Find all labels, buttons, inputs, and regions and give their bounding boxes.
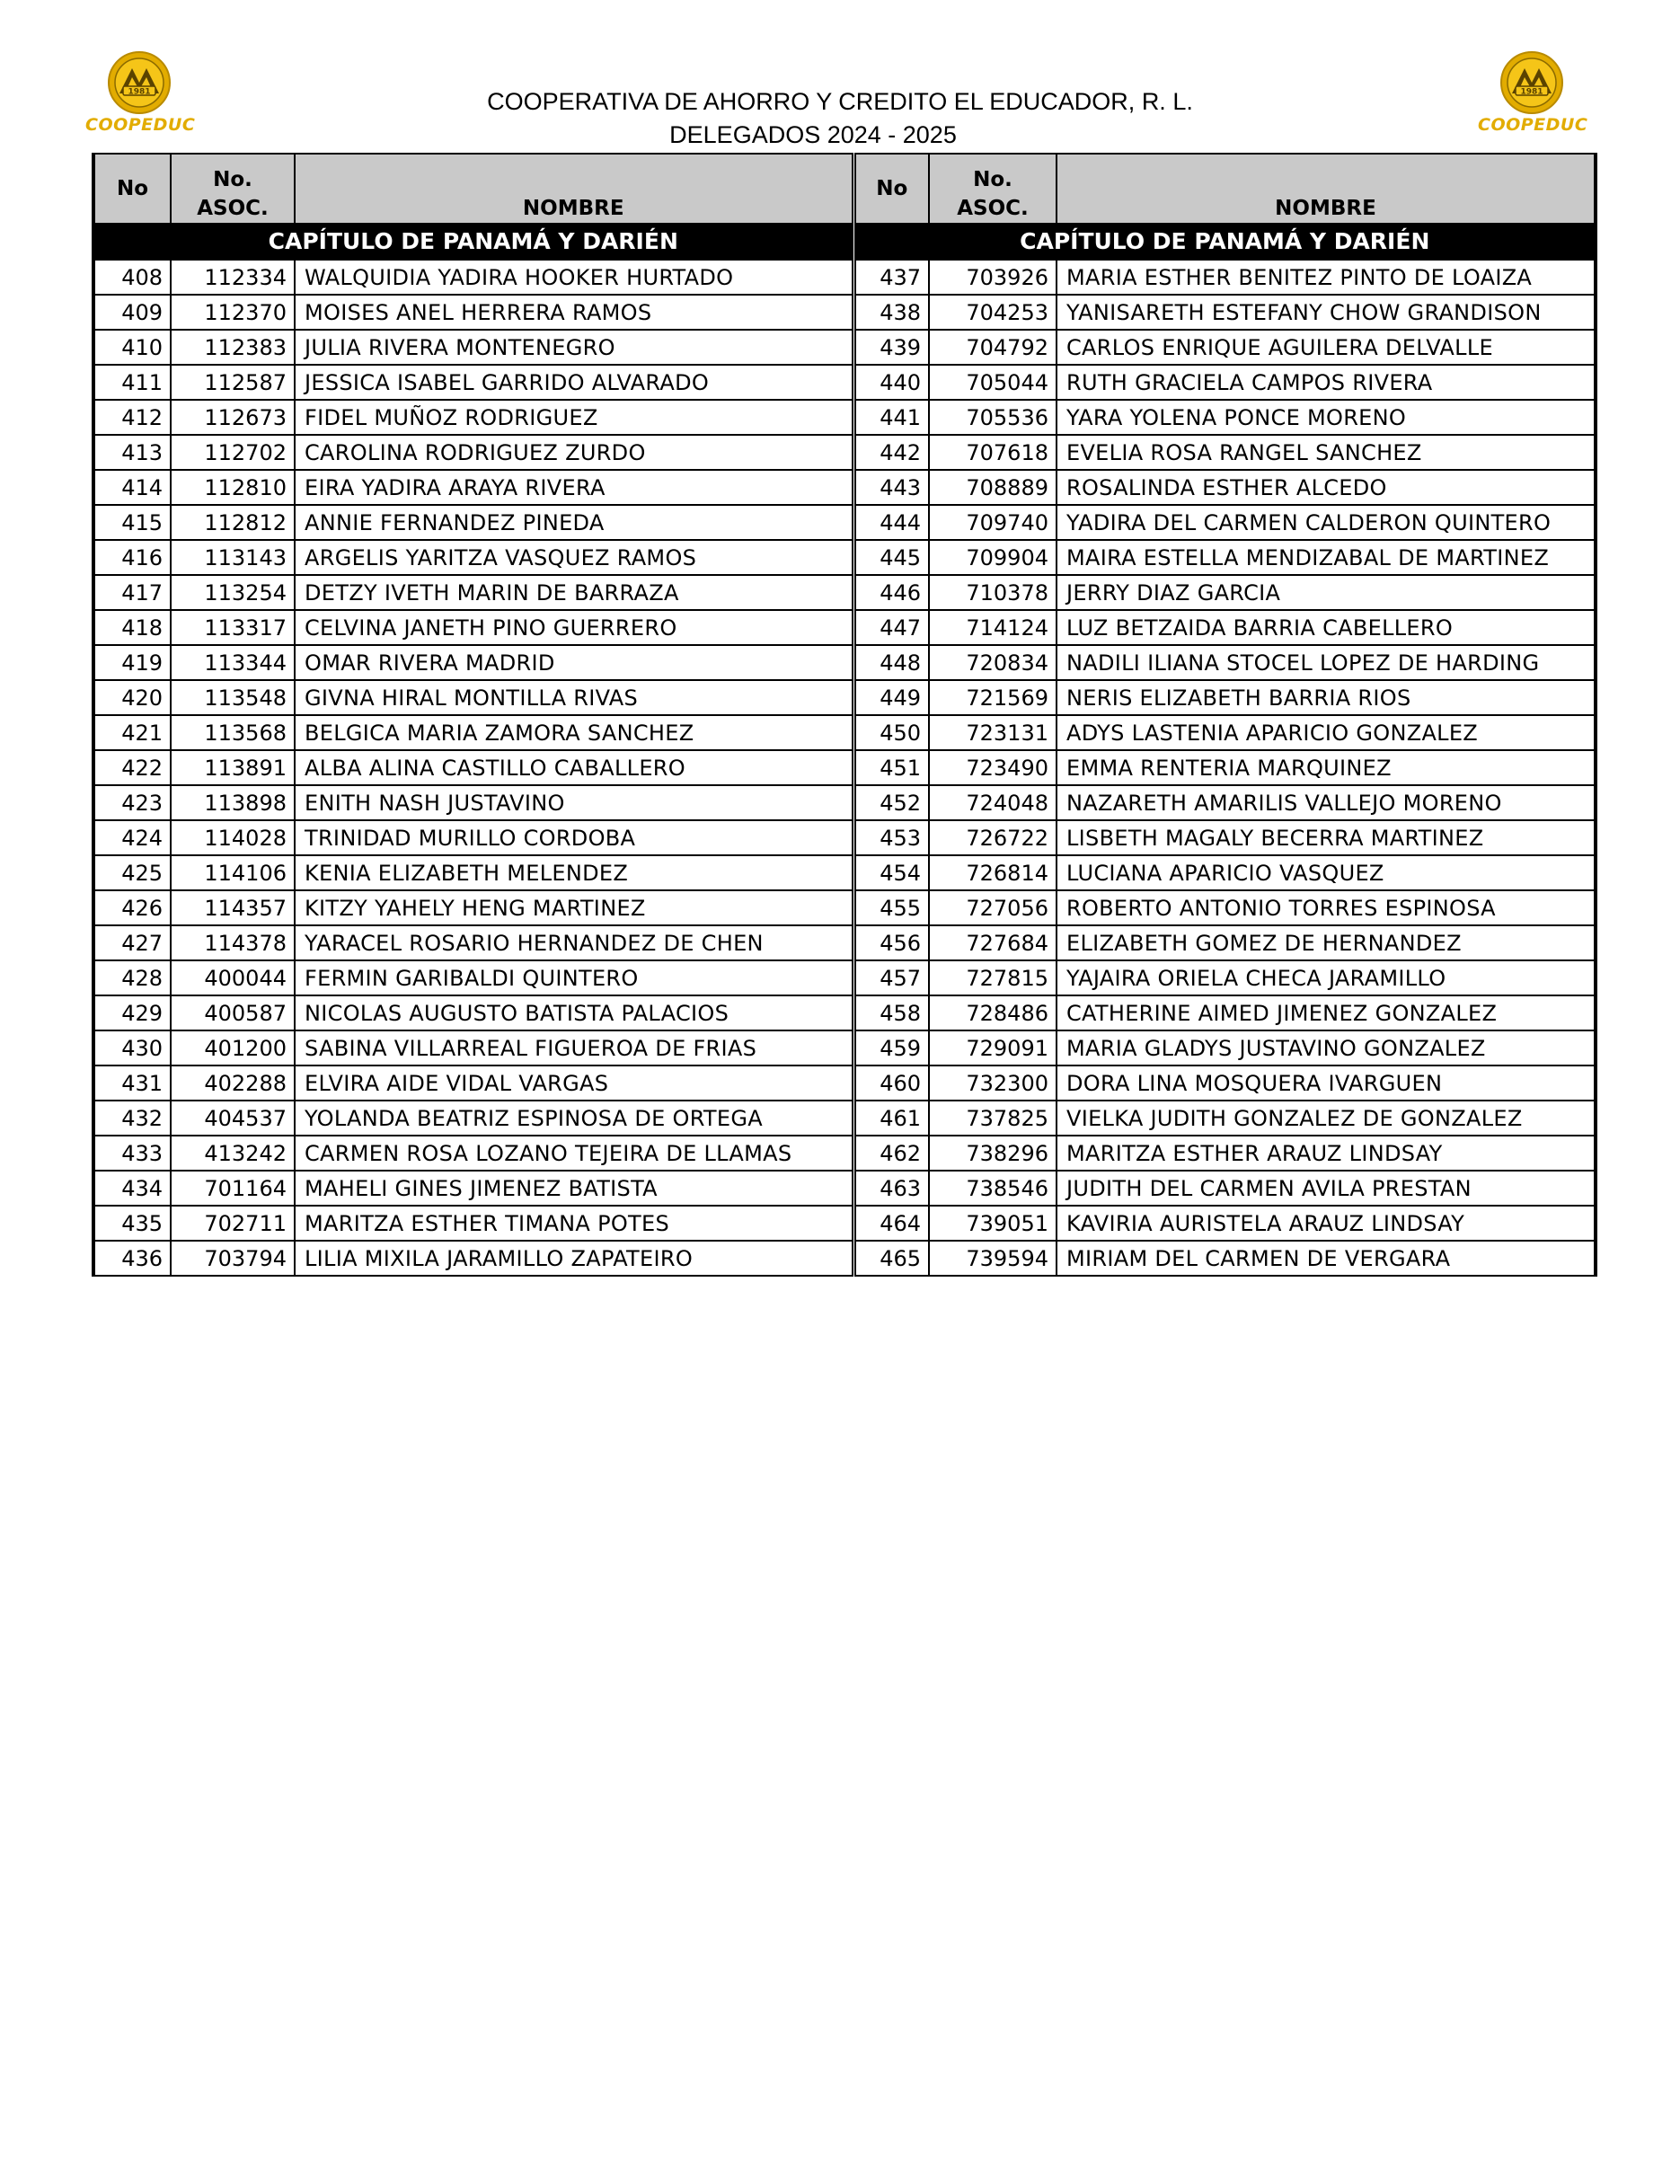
delegate-asoc: 704792 (929, 330, 1057, 365)
delegate-asoc: 727815 (929, 960, 1057, 995)
delegate-asoc: 726814 (929, 855, 1057, 890)
delegate-asoc: 726722 (929, 820, 1057, 855)
delegate-asoc: 112702 (171, 435, 295, 470)
delegate-no: 439 (853, 330, 929, 365)
delegate-no: 416 (93, 540, 171, 575)
table-row (93, 715, 1596, 750)
delegate-asoc: 400587 (171, 995, 295, 1030)
delegate-name: DETZY IVETH MARIN DE BARRAZA (295, 575, 853, 610)
delegate-asoc: 710378 (929, 575, 1057, 610)
delegate-name: NADILI ILIANA STOCEL LOPEZ DE HARDING (1057, 645, 1596, 680)
delegate-no: 408 (93, 260, 171, 295)
delegate-name: LISBETH MAGALY BECERRA MARTINEZ (1057, 820, 1596, 855)
table-row (93, 1241, 1596, 1276)
table-row (93, 575, 1596, 610)
delegate-asoc: 703794 (171, 1241, 295, 1276)
table-row (93, 330, 1596, 365)
delegate-no: 460 (853, 1065, 929, 1101)
delegate-no: 456 (853, 925, 929, 960)
delegate-asoc: 113898 (171, 785, 295, 820)
svg-text:1981: 1981 (1520, 87, 1543, 97)
delegate-asoc: 112810 (171, 470, 295, 505)
table-row (93, 295, 1596, 330)
delegate-name: EIRA YADIRA ARAYA RIVERA (295, 470, 853, 505)
delegate-asoc: 720834 (929, 645, 1057, 680)
delegate-asoc: 707618 (929, 435, 1057, 470)
delegate-asoc: 732300 (929, 1065, 1057, 1101)
delegate-asoc: 113568 (171, 715, 295, 750)
delegate-name: YADIRA DEL CARMEN CALDERON QUINTERO (1057, 505, 1596, 540)
delegate-asoc: 705044 (929, 365, 1057, 400)
logo-text: COOPEDUC (1478, 115, 1588, 135)
delegate-asoc: 113143 (171, 540, 295, 575)
delegate-no: 428 (93, 960, 171, 995)
table-row (93, 610, 1596, 645)
delegate-asoc: 709904 (929, 540, 1057, 575)
delegate-name: LUZ BETZAIDA BARRIA CABELLERO (1057, 610, 1596, 645)
delegate-name: ANNIE FERNANDEZ PINEDA (295, 505, 853, 540)
delegate-no: 465 (853, 1241, 929, 1276)
table-row (93, 470, 1596, 505)
delegate-name: ALBA ALINA CASTILLO CABALLERO (295, 750, 853, 785)
chapter-label: CAPÍTULO DE PANAMÁ Y DARIÉN (93, 224, 853, 260)
delegate-no: 432 (93, 1101, 171, 1136)
delegate-asoc: 400044 (171, 960, 295, 995)
delegate-no: 424 (93, 820, 171, 855)
delegate-name: NAZARETH AMARILIS VALLEJO MORENO (1057, 785, 1596, 820)
col-header-asoc-line1: No. (213, 168, 252, 191)
delegate-asoc: 723490 (929, 750, 1057, 785)
delegate-no: 430 (93, 1030, 171, 1065)
table-row (93, 435, 1596, 470)
delegate-asoc: 714124 (929, 610, 1057, 645)
delegate-asoc: 721569 (929, 680, 1057, 715)
document-title: COOPERATIVA DE AHORRO Y CREDITO EL EDUCADOR, R. L. (487, 88, 1193, 115)
delegate-name: YOLANDA BEATRIZ ESPINOSA DE ORTEGA (295, 1101, 853, 1136)
delegate-name: MOISES ANEL HERRERA RAMOS (295, 295, 853, 330)
delegate-no: 440 (853, 365, 929, 400)
delegate-name: ENITH NASH JUSTAVINO (295, 785, 853, 820)
col-header-no: No (93, 154, 171, 224)
table-row (93, 925, 1596, 960)
chapter-row (93, 224, 1596, 260)
delegate-no: 417 (93, 575, 171, 610)
delegate-asoc: 413242 (171, 1136, 295, 1171)
delegate-name: MARIA ESTHER BENITEZ PINTO DE LOAIZA (1057, 260, 1596, 295)
delegate-no: 414 (93, 470, 171, 505)
delegate-no: 461 (853, 1101, 929, 1136)
table-row (93, 1065, 1596, 1101)
delegate-no: 427 (93, 925, 171, 960)
col-header-asoc-line2: ASOC. (957, 197, 1029, 220)
delegate-name: WALQUIDIA YADIRA HOOKER HURTADO (295, 260, 853, 295)
delegate-name: MARITZA ESTHER ARAUZ LINDSAY (1057, 1136, 1596, 1171)
delegate-name: RUTH GRACIELA CAMPOS RIVERA (1057, 365, 1596, 400)
delegate-no: 449 (853, 680, 929, 715)
delegate-asoc: 724048 (929, 785, 1057, 820)
delegate-no: 425 (93, 855, 171, 890)
delegate-asoc: 114106 (171, 855, 295, 890)
delegate-no: 441 (853, 400, 929, 435)
delegate-name: NICOLAS AUGUSTO BATISTA PALACIOS (295, 995, 853, 1030)
delegate-asoc: 737825 (929, 1101, 1057, 1136)
delegate-name: CARLOS ENRIQUE AGUILERA DELVALLE (1057, 330, 1596, 365)
delegate-name: MAHELI GINES JIMENEZ BATISTA (295, 1171, 853, 1206)
col-header-asoc (929, 154, 1057, 224)
table-row (93, 995, 1596, 1030)
delegates-table-wrap (92, 153, 1594, 1277)
delegate-name: EMMA RENTERIA MARQUINEZ (1057, 750, 1596, 785)
table-row (93, 680, 1596, 715)
table-row (93, 1171, 1596, 1206)
delegate-asoc: 402288 (171, 1065, 295, 1101)
delegate-no: 433 (93, 1136, 171, 1171)
delegate-asoc: 112587 (171, 365, 295, 400)
delegate-no: 418 (93, 610, 171, 645)
delegate-name: TRINIDAD MURILLO CORDOBA (295, 820, 853, 855)
delegate-no: 431 (93, 1065, 171, 1101)
delegate-name: JERRY DIAZ GARCIA (1057, 575, 1596, 610)
delegate-name: DORA LINA MOSQUERA IVARGUEN (1057, 1065, 1596, 1101)
delegate-asoc: 705536 (929, 400, 1057, 435)
delegate-name: CATHERINE AIMED JIMENEZ GONZALEZ (1057, 995, 1596, 1030)
delegate-asoc: 112383 (171, 330, 295, 365)
table-row (93, 505, 1596, 540)
delegate-no: 413 (93, 435, 171, 470)
delegate-asoc: 114357 (171, 890, 295, 925)
delegate-name: ELVIRA AIDE VIDAL VARGAS (295, 1065, 853, 1101)
delegate-asoc: 113254 (171, 575, 295, 610)
delegate-name: JULIA RIVERA MONTENEGRO (295, 330, 853, 365)
delegate-name: ROSALINDA ESTHER ALCEDO (1057, 470, 1596, 505)
delegate-no: 448 (853, 645, 929, 680)
delegate-asoc: 723131 (929, 715, 1057, 750)
table-row (93, 785, 1596, 820)
delegate-no: 435 (93, 1206, 171, 1241)
col-header-no: No (853, 154, 929, 224)
table-row (93, 365, 1596, 400)
delegate-asoc: 113317 (171, 610, 295, 645)
delegate-asoc: 701164 (171, 1171, 295, 1206)
col-header-asoc-line2: ASOC. (197, 197, 269, 220)
delegate-name: ARGELIS YARITZA VASQUEZ RAMOS (295, 540, 853, 575)
delegate-no: 420 (93, 680, 171, 715)
delegate-asoc: 404537 (171, 1101, 295, 1136)
delegate-no: 444 (853, 505, 929, 540)
delegate-asoc: 113548 (171, 680, 295, 715)
delegate-asoc: 112334 (171, 260, 295, 295)
table-row (93, 540, 1596, 575)
delegate-asoc: 738546 (929, 1171, 1057, 1206)
delegate-no: 452 (853, 785, 929, 820)
delegates-table (92, 153, 1597, 1277)
delegate-no: 421 (93, 715, 171, 750)
delegate-no: 455 (853, 890, 929, 925)
table-header-row (93, 154, 1596, 224)
delegate-asoc: 739051 (929, 1206, 1057, 1241)
delegate-name: MAIRA ESTELLA MENDIZABAL DE MARTINEZ (1057, 540, 1596, 575)
delegate-name: CAROLINA RODRIGUEZ ZURDO (295, 435, 853, 470)
delegate-no: 445 (853, 540, 929, 575)
delegate-no: 438 (853, 295, 929, 330)
delegate-asoc: 727684 (929, 925, 1057, 960)
delegate-asoc: 702711 (171, 1206, 295, 1241)
delegate-name: LILIA MIXILA JARAMILLO ZAPATEIRO (295, 1241, 853, 1276)
delegate-no: 412 (93, 400, 171, 435)
delegate-no: 458 (853, 995, 929, 1030)
delegate-asoc: 113891 (171, 750, 295, 785)
delegate-name: FERMIN GARIBALDI QUINTERO (295, 960, 853, 995)
delegate-name: KENIA ELIZABETH MELENDEZ (295, 855, 853, 890)
delegate-no: 462 (853, 1136, 929, 1171)
delegate-asoc: 704253 (929, 295, 1057, 330)
table-row (93, 645, 1596, 680)
delegate-name: ROBERTO ANTONIO TORRES ESPINOSA (1057, 890, 1596, 925)
delegate-name: JESSICA ISABEL GARRIDO ALVARADO (295, 365, 853, 400)
table-row (93, 820, 1596, 855)
table-row (93, 960, 1596, 995)
delegate-name: MARIA GLADYS JUSTAVINO GONZALEZ (1057, 1030, 1596, 1065)
delegate-name: ELIZABETH GOMEZ DE HERNANDEZ (1057, 925, 1596, 960)
delegate-name: KAVIRIA AURISTELA ARAUZ LINDSAY (1057, 1206, 1596, 1241)
delegate-asoc: 112370 (171, 295, 295, 330)
delegate-name: GIVNA HIRAL MONTILLA RIVAS (295, 680, 853, 715)
delegate-no: 453 (853, 820, 929, 855)
delegate-name: EVELIA ROSA RANGEL SANCHEZ (1057, 435, 1596, 470)
delegate-name: YARA YOLENA PONCE MORENO (1057, 400, 1596, 435)
col-header-asoc (171, 154, 295, 224)
delegate-name: NERIS ELIZABETH BARRIA RIOS (1057, 680, 1596, 715)
delegate-asoc: 728486 (929, 995, 1057, 1030)
delegate-no: 411 (93, 365, 171, 400)
delegate-no: 415 (93, 505, 171, 540)
delegate-asoc: 113344 (171, 645, 295, 680)
delegate-no: 419 (93, 645, 171, 680)
delegate-name: MARITZA ESTHER TIMANA POTES (295, 1206, 853, 1241)
delegate-name: MIRIAM DEL CARMEN DE VERGARA (1057, 1241, 1596, 1276)
delegate-asoc: 703926 (929, 260, 1057, 295)
delegate-no: 429 (93, 995, 171, 1030)
delegate-no: 463 (853, 1171, 929, 1206)
delegate-asoc: 727056 (929, 890, 1057, 925)
delegate-name: CARMEN ROSA LOZANO TEJEIRA DE LLAMAS (295, 1136, 853, 1171)
table-row (93, 855, 1596, 890)
delegate-asoc: 709740 (929, 505, 1057, 540)
delegate-name: JUDITH DEL CARMEN AVILA PRESTAN (1057, 1171, 1596, 1206)
svg-text:1981: 1981 (128, 87, 151, 97)
delegate-asoc: 729091 (929, 1030, 1057, 1065)
delegate-no: 450 (853, 715, 929, 750)
delegate-name: YAJAIRA ORIELA CHECA JARAMILLO (1057, 960, 1596, 995)
delegate-asoc: 401200 (171, 1030, 295, 1065)
delegate-asoc: 112812 (171, 505, 295, 540)
delegate-no: 459 (853, 1030, 929, 1065)
col-header-asoc-line1: No. (973, 168, 1012, 191)
delegate-no: 464 (853, 1206, 929, 1241)
delegate-no: 436 (93, 1241, 171, 1276)
delegate-name: YARACEL ROSARIO HERNANDEZ DE CHEN (295, 925, 853, 960)
delegate-name: VIELKA JUDITH GONZALEZ DE GONZALEZ (1057, 1101, 1596, 1136)
table-row (93, 1206, 1596, 1241)
table-row (93, 1030, 1596, 1065)
delegate-asoc: 739594 (929, 1241, 1057, 1276)
table-row (93, 260, 1596, 295)
delegate-asoc: 738296 (929, 1136, 1057, 1171)
document-subtitle: DELEGADOS 2024 - 2025 (669, 121, 957, 148)
delegate-name: SABINA VILLARREAL FIGUEROA DE FRIAS (295, 1030, 853, 1065)
delegate-name: FIDEL MUÑOZ RODRIGUEZ (295, 400, 853, 435)
table-row (93, 1136, 1596, 1171)
col-header-nombre: NOMBRE (1057, 154, 1596, 224)
table-row (93, 890, 1596, 925)
delegate-name: ADYS LASTENIA APARICIO GONZALEZ (1057, 715, 1596, 750)
delegate-asoc: 114378 (171, 925, 295, 960)
delegate-asoc: 114028 (171, 820, 295, 855)
delegate-name: LUCIANA APARICIO VASQUEZ (1057, 855, 1596, 890)
delegate-name: YANISARETH ESTEFANY CHOW GRANDISON (1057, 295, 1596, 330)
delegate-no: 451 (853, 750, 929, 785)
delegate-name: OMAR RIVERA MADRID (295, 645, 853, 680)
delegate-no: 447 (853, 610, 929, 645)
table-row (93, 400, 1596, 435)
delegate-no: 423 (93, 785, 171, 820)
delegate-no: 437 (853, 260, 929, 295)
delegate-asoc: 708889 (929, 470, 1057, 505)
table-row (93, 750, 1596, 785)
delegate-name: BELGICA MARIA ZAMORA SANCHEZ (295, 715, 853, 750)
col-header-nombre: NOMBRE (295, 154, 853, 224)
delegate-no: 454 (853, 855, 929, 890)
table-body (93, 260, 1596, 1276)
chapter-label: CAPÍTULO DE PANAMÁ Y DARIÉN (853, 224, 1596, 260)
delegate-asoc: 112673 (171, 400, 295, 435)
delegate-no: 457 (853, 960, 929, 995)
logo-text: COOPEDUC (85, 115, 196, 135)
delegate-no: 426 (93, 890, 171, 925)
delegate-no: 409 (93, 295, 171, 330)
delegate-no: 442 (853, 435, 929, 470)
delegate-name: KITZY YAHELY HENG MARTINEZ (295, 890, 853, 925)
delegate-no: 410 (93, 330, 171, 365)
delegate-name: CELVINA JANETH PINO GUERRERO (295, 610, 853, 645)
delegate-no: 422 (93, 750, 171, 785)
delegate-no: 434 (93, 1171, 171, 1206)
delegate-no: 443 (853, 470, 929, 505)
delegate-no: 446 (853, 575, 929, 610)
table-row (93, 1101, 1596, 1136)
